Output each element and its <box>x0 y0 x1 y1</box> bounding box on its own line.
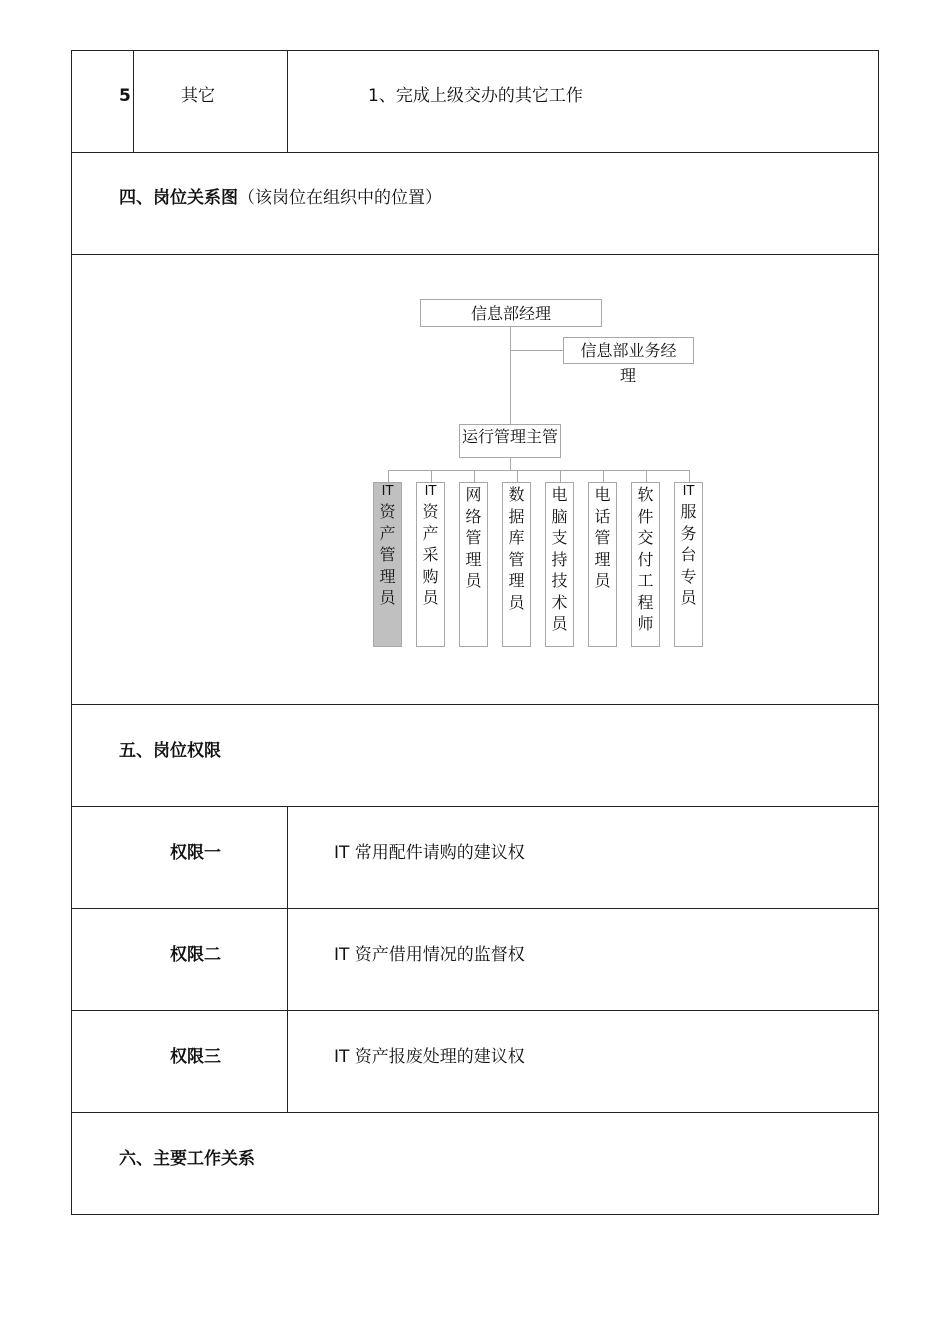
table-border-row3 <box>71 704 879 705</box>
org-drop-5 <box>560 470 561 482</box>
org-drop-8 <box>689 470 690 482</box>
table-border-row4 <box>71 806 879 807</box>
permission-label-1: 权限一 <box>170 843 221 863</box>
org-drop-7 <box>646 470 647 482</box>
table-border-top <box>71 50 879 51</box>
table-border-bottom <box>71 1214 879 1215</box>
org-connector-bus <box>388 470 690 471</box>
org-position-label: 资产管理员 <box>379 502 396 607</box>
org-position-prefix: IT <box>682 484 695 499</box>
table-border-row5 <box>71 908 879 909</box>
org-drop-1 <box>388 470 389 482</box>
org-position-phone-admin <box>588 482 617 647</box>
org-position-software-engineer <box>631 482 660 647</box>
org-drop-3 <box>474 470 475 482</box>
org-position-label: 电话管理员 <box>594 485 611 590</box>
table-border-row1 <box>71 152 879 153</box>
org-side-label-1: 信息部业务经 <box>580 341 677 360</box>
org-connector-side <box>510 350 564 351</box>
org-position-database-admin <box>502 482 531 647</box>
table-border-left <box>71 50 72 1215</box>
row5-number: 5 <box>119 86 131 106</box>
table-border-right <box>878 50 879 1215</box>
section5-title: 五、岗位权限 <box>119 741 221 761</box>
org-position-prefix: IT <box>424 484 437 499</box>
org-position-label: 网络管理员 <box>465 485 482 590</box>
permission-divider <box>287 806 288 1113</box>
org-position-network-admin <box>459 482 488 647</box>
org-connector-middle <box>510 458 511 470</box>
org-position-it-asset-manager <box>373 482 402 647</box>
org-position-label: 资产采购员 <box>422 502 439 607</box>
org-drop-4 <box>517 470 518 482</box>
permission-label-3: 权限三 <box>170 1047 221 1067</box>
org-middle-label: 运行管理主管 <box>461 427 558 446</box>
org-position-label: 电脑支持技术员 <box>551 485 568 633</box>
org-position-label: 服务台专员 <box>680 502 697 607</box>
org-position-it-service-desk <box>674 482 703 647</box>
permission-content-3: IT 资产报废处理的建议权 <box>334 1047 525 1067</box>
org-drop-6 <box>603 470 604 482</box>
row5-category: 其它 <box>181 86 215 106</box>
table-border-row2 <box>71 254 879 255</box>
permission-content-2: IT 资产借用情况的监督权 <box>334 945 525 965</box>
section4-title-bold: 四、岗位关系图 <box>119 188 238 208</box>
row5-content: 1、完成上级交办的其它工作 <box>368 86 583 106</box>
org-middle-box <box>459 424 561 458</box>
org-drop-2 <box>431 470 432 482</box>
table-border-row7 <box>71 1112 879 1113</box>
row5-divider-a <box>133 50 134 153</box>
org-top-label: 信息部经理 <box>470 304 551 323</box>
section6-title: 六、主要工作关系 <box>119 1149 255 1169</box>
org-top-box <box>420 299 602 327</box>
row5-divider-b <box>287 50 288 153</box>
table-border-row6 <box>71 1010 879 1011</box>
permission-label-2: 权限二 <box>170 945 221 965</box>
permission-content-1: IT 常用配件请购的建议权 <box>334 843 525 863</box>
org-position-prefix: IT <box>381 484 394 499</box>
org-position-pc-support-tech <box>545 482 574 647</box>
section4-title-note: （该岗位在组织中的位置） <box>238 188 442 208</box>
org-side-label-2: 理 <box>620 366 637 385</box>
org-position-it-asset-purchaser <box>416 482 445 647</box>
section4-title <box>119 187 442 209</box>
org-position-label: 软件交付工程师 <box>637 485 654 633</box>
org-position-label: 数据库管理员 <box>508 485 525 612</box>
org-connector-top <box>510 327 511 427</box>
org-side-box <box>563 337 694 364</box>
